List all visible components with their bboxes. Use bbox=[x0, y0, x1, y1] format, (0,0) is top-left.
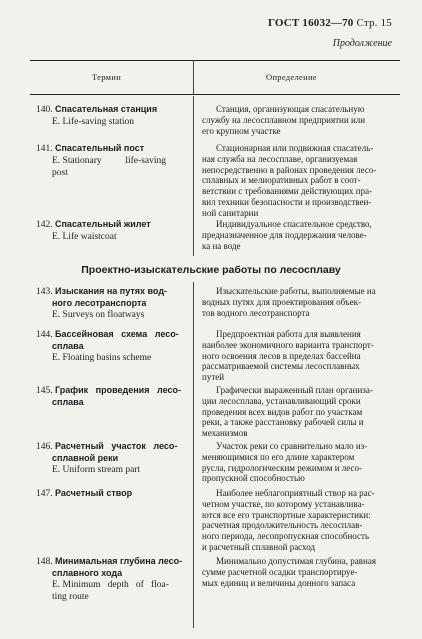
definition-line: сумме расчетной осадки транспортируе- bbox=[202, 566, 358, 577]
definition-line: ка на воде bbox=[202, 240, 241, 251]
section-title: Проектно-изыскательские работы по лесосплаву bbox=[81, 264, 341, 276]
definition-line: Изыскательские работы, выполняемые на bbox=[216, 286, 376, 296]
term-number: 145. bbox=[36, 386, 53, 396]
term-entry-147 bbox=[36, 488, 186, 500]
definition-140 bbox=[202, 104, 398, 136]
header-column-divider bbox=[193, 60, 194, 94]
definition-line: ются все его транспортные характеристики: bbox=[202, 509, 371, 520]
term-english: E. Life waistcoat bbox=[52, 232, 117, 242]
definition-line: Минимально допустимая глубина, равная bbox=[216, 556, 376, 566]
definition-line: вил техники безопасности и производствен- bbox=[202, 196, 372, 207]
definition-144 bbox=[202, 329, 398, 383]
definition-142 bbox=[202, 219, 398, 251]
definition-line: меняющимися по его длине характером bbox=[202, 451, 355, 462]
term-russian: Спасательный жилет bbox=[55, 219, 151, 229]
definition-147 bbox=[202, 488, 398, 553]
definition-line: Наиболее неблагоприятный створ на рас- bbox=[216, 488, 375, 498]
term-number: 142. bbox=[36, 220, 53, 230]
definition-line: Станция, организующая спасательную bbox=[216, 104, 365, 114]
definition-145 bbox=[202, 385, 398, 439]
definition-line: ной санитарии bbox=[202, 207, 259, 218]
definition-line: и расчетный сплавной расход bbox=[202, 541, 316, 552]
definition-141 bbox=[202, 143, 398, 219]
column-header-term: Термин bbox=[92, 72, 122, 82]
definition-line: Индивидуальное спасательное средство, bbox=[216, 219, 372, 229]
definition-line: пропускной способностью bbox=[202, 473, 305, 484]
term-entry-145 bbox=[36, 385, 186, 408]
term-entry-142 bbox=[36, 219, 186, 243]
term-number: 143. bbox=[36, 287, 53, 297]
term-russian: Изыскания на путях вод- bbox=[55, 286, 168, 296]
term-english: E. Uniform stream part bbox=[52, 465, 141, 475]
term-english-cont: ting route bbox=[52, 592, 89, 602]
term-number: 144. bbox=[36, 330, 53, 340]
definition-line: реки, а также расстановку рабочей силы и bbox=[202, 417, 364, 428]
term-number: 141. bbox=[36, 144, 53, 154]
term-russian: Расчетный створ bbox=[55, 488, 133, 498]
definition-line: Предпроектная работа для выявления bbox=[216, 329, 361, 339]
term-entry-148 bbox=[36, 556, 186, 603]
term-russian-cont: сплава bbox=[52, 397, 84, 407]
definition-line: ная служба на лесосплаве, организуемая bbox=[202, 153, 358, 164]
page-number: Стр. 15 bbox=[356, 17, 392, 29]
term-russian-cont: ного лесотранспорта bbox=[52, 298, 147, 308]
column-header-definition: Определение bbox=[266, 72, 317, 82]
table-top-rule bbox=[30, 60, 400, 61]
term-entry-143 bbox=[36, 286, 186, 321]
definition-line: Графически выраженный план организа- bbox=[216, 385, 373, 395]
term-russian-cont: сплавной реки bbox=[52, 453, 119, 463]
definition-line: четном участке, по которому устанавлива- bbox=[202, 498, 365, 509]
term-russian: Спасательный пост bbox=[55, 143, 145, 153]
definition-line: ного освоения лесов в пределах бассейна bbox=[202, 350, 361, 361]
definition-line: ветствии с требованиями действующих пра- bbox=[202, 186, 373, 197]
definition-line: механизмов bbox=[202, 428, 248, 439]
term-english: E. Surveys on floatways bbox=[52, 310, 145, 320]
definition-line: ного периода, лесопропускная способность bbox=[202, 531, 370, 542]
table-header-rule bbox=[30, 94, 400, 95]
definition-line: Участок реки со сравнительно мало из- bbox=[216, 441, 368, 451]
continued-label: Продолжение bbox=[332, 38, 392, 49]
definition-line: Стационарная или подвижная спасатель- bbox=[216, 143, 374, 153]
definition-line: водных путях для проектирования объек- bbox=[202, 296, 362, 307]
term-russian-cont: сплава bbox=[52, 341, 84, 351]
term-entry-140 bbox=[36, 104, 186, 128]
definition-line: русла, гидрологическим режимом и лесо- bbox=[202, 462, 362, 473]
definition-line: предназначенное для поддержания челове- bbox=[202, 229, 367, 240]
term-number: 148. bbox=[36, 557, 53, 567]
term-entry-141 bbox=[36, 143, 186, 179]
definition-line: мых единиц и величины донного запаса bbox=[202, 577, 356, 588]
definition-line: службу на лесосплавном предприятии или bbox=[202, 114, 366, 125]
definition-line: сплавных и мелиоративных работ в соот- bbox=[202, 175, 361, 186]
term-russian: График проведения лесо- bbox=[55, 385, 181, 395]
definition-148 bbox=[202, 556, 398, 588]
column-divider-upper bbox=[193, 96, 194, 256]
term-russian: Бассейновая схема лесо- bbox=[55, 329, 179, 339]
term-russian: Спасательная станция bbox=[55, 104, 158, 114]
definition-line: непосредственно в районах проведения лесо- bbox=[202, 164, 377, 175]
term-english: E. Minimum depth of floa- bbox=[52, 580, 169, 590]
term-russian: Расчетный участок лесо- bbox=[55, 441, 178, 451]
definition-line: наиболее экономичного варианта транспорт- bbox=[202, 339, 374, 350]
definition-line: рассматриваемой системы лесосплавных bbox=[202, 361, 360, 372]
term-entry-146 bbox=[36, 441, 186, 476]
term-entry-144 bbox=[36, 329, 186, 364]
term-russian-cont: сплавного хода bbox=[52, 568, 123, 578]
term-english-cont: post bbox=[52, 168, 68, 178]
page-header bbox=[268, 17, 392, 29]
column-divider-lower bbox=[193, 282, 194, 628]
definition-line: тов водного лесотранспорта bbox=[202, 307, 310, 318]
definition-146 bbox=[202, 441, 398, 484]
definition-line: ции лесосплава, устанавливающий сроки bbox=[202, 395, 361, 406]
definition-line: расчетная продолжительность лесосплав- bbox=[202, 520, 363, 531]
definition-line: путей bbox=[202, 372, 225, 383]
term-number: 146. bbox=[36, 442, 53, 452]
standard-number: ГОСТ 16032—70 bbox=[267, 17, 354, 29]
term-english: E. Floating basins scheme bbox=[52, 353, 152, 363]
definition-143 bbox=[202, 286, 398, 318]
definition-line: проведения всех видов работ по участкам bbox=[202, 406, 363, 417]
definition-line: его крупном участке bbox=[202, 125, 281, 136]
term-number: 140. bbox=[36, 105, 53, 115]
term-russian: Минимальная глубина лесо- bbox=[55, 556, 183, 566]
term-number: 147. bbox=[36, 489, 53, 499]
term-english: E. Life-saving station bbox=[52, 117, 135, 127]
term-english: E. Stationary life-saving bbox=[52, 156, 166, 166]
